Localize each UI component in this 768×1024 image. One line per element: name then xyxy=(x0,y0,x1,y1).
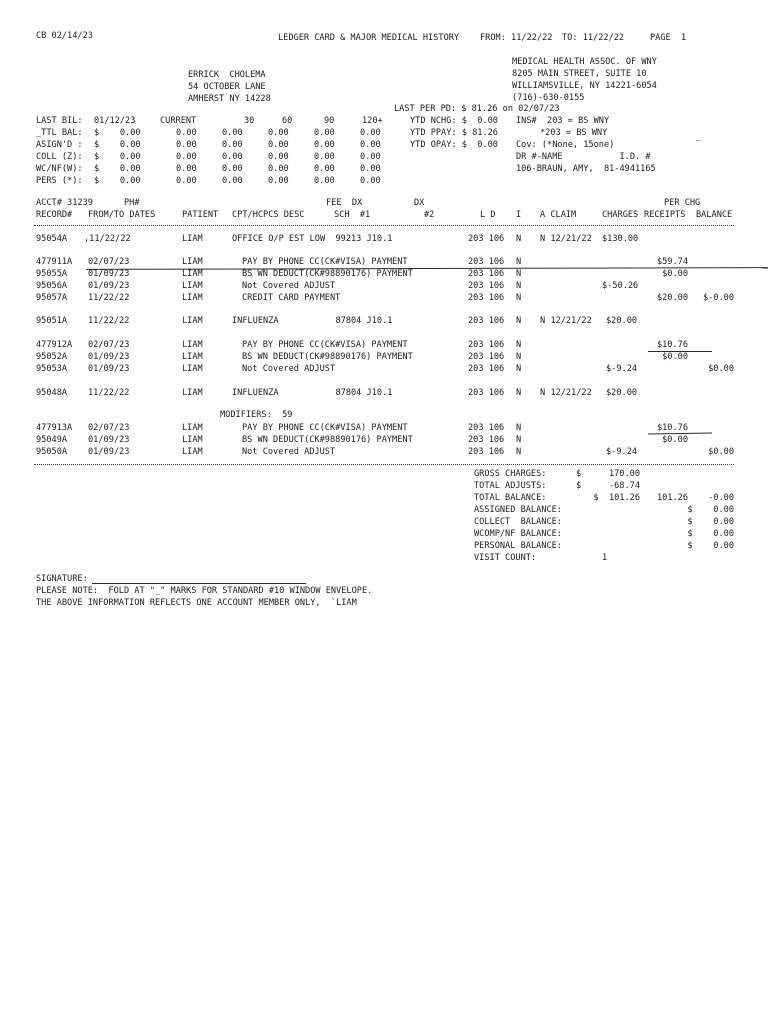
patient-cell: LIAM xyxy=(182,364,203,374)
description-cell: BS WN DEDUCT(CK#98890176) PAYMENT xyxy=(242,269,413,279)
col-cpt: CPT/HCPCS DESC xyxy=(232,210,305,220)
i-cell: N xyxy=(516,423,522,433)
aging-label: LAST BIL: xyxy=(36,116,83,126)
patient-cell: LIAM xyxy=(182,388,203,398)
total-label: TOTAL ADJUSTS: xyxy=(474,481,547,491)
service-date: 02/07/23 xyxy=(88,423,130,433)
cb-date: CB 02/14/23 xyxy=(36,31,93,41)
service-date: 11/22/22 xyxy=(88,388,130,398)
patient-cell: LIAM xyxy=(182,447,203,457)
receipts-cell: $10.76 xyxy=(656,340,688,350)
record-number: 477911A xyxy=(36,257,73,267)
claim-cell: N 12/21/22 xyxy=(540,388,592,398)
col-balance: BALANCE xyxy=(696,210,733,220)
record-number: 95052A xyxy=(36,352,68,362)
total-currency: $ xyxy=(576,481,582,491)
col-record: RECORD# xyxy=(36,210,73,220)
ins-primary: INS# 203 = BS WNY xyxy=(516,116,610,126)
aging-value: 0.00 xyxy=(222,164,243,174)
aging-value: 0.00 xyxy=(360,176,381,186)
col-dx2: #2 xyxy=(424,210,435,220)
i-cell: N xyxy=(516,352,522,362)
record-number: 95057A xyxy=(36,293,68,303)
fold-mark: _ xyxy=(696,132,702,142)
aging-value: 0.00 xyxy=(176,128,197,138)
record-number: 95055A xyxy=(36,269,68,279)
aging-value: 0.00 xyxy=(222,176,243,186)
page-number: PAGE 1 xyxy=(650,33,687,43)
col-aclaim: A CLAIM xyxy=(540,210,577,220)
per-chg-header: PER CHG xyxy=(664,198,701,208)
patient-cell: LIAM xyxy=(182,293,203,303)
aging-col-120: 120+ xyxy=(362,116,383,126)
service-date: 01/09/23 xyxy=(88,352,130,362)
to-date: TO: 11/22/22 xyxy=(562,33,625,43)
description-cell: PAY BY PHONE CC(CK#VISA) PAYMENT xyxy=(242,340,408,350)
doctor-info: 106-BRAUN, AMY, 81-4941165 xyxy=(516,164,656,174)
i-cell: N xyxy=(516,316,522,326)
service-date: 01/09/23 xyxy=(88,281,130,291)
aging-lead: $ 0.00 xyxy=(94,152,141,162)
i-cell: N xyxy=(516,269,522,279)
record-number: 95049A xyxy=(36,435,68,445)
aging-value: 0.00 xyxy=(176,176,197,186)
aging-value: 0.00 xyxy=(314,128,335,138)
total-balance: -0.00 xyxy=(708,493,734,503)
aging-value: 0.00 xyxy=(360,140,381,150)
from-date: FROM: 11/22/22 xyxy=(480,33,553,43)
description-cell: Not Covered ADJUST xyxy=(242,364,336,374)
ld-cell: 203 106 xyxy=(468,269,505,279)
patient-cell: LIAM xyxy=(182,423,203,433)
record-number: 477913A xyxy=(36,423,73,433)
i-cell: N xyxy=(516,435,522,445)
aging-value: 0.00 xyxy=(222,128,243,138)
aging-value: 0.00 xyxy=(268,140,289,150)
record-number: 95054A xyxy=(36,234,68,244)
i-cell: N xyxy=(516,234,522,244)
record-number: 95050A xyxy=(36,447,68,457)
ld-cell: 203 106 xyxy=(468,340,505,350)
total-label: COLLECT BALANCE: xyxy=(474,517,562,527)
practice-city: WILLIAMSVILLE, NY 14221-6054 xyxy=(512,81,657,91)
fold-note: PLEASE NOTE: FOLD AT "_" MARKS FOR STANDARD #10 WINDOW ENVELOPE. xyxy=(36,586,373,596)
aging-lead: $ 0.00 xyxy=(94,176,141,186)
charges-cell: $20.00 xyxy=(606,388,638,398)
col-sch: SCH #1 xyxy=(334,210,371,220)
visit-count: 1 xyxy=(602,553,608,563)
i-cell: N xyxy=(516,364,522,374)
service-date: 11/22/22 xyxy=(88,293,130,303)
patient-cell: LIAM xyxy=(182,234,203,244)
ld-cell: 203 106 xyxy=(468,257,505,267)
col-patient: PATIENT xyxy=(182,210,219,220)
member-note: THE ABOVE INFORMATION REFLECTS ONE ACCOUNT MEMBER ONLY, `LIAM xyxy=(36,598,357,608)
receipts-cell: $0.00 xyxy=(662,269,688,279)
description-cell: Not Covered ADJUST xyxy=(242,281,336,291)
ld-cell: 203 106 xyxy=(468,364,505,374)
record-number: 95051A xyxy=(36,316,68,326)
i-cell: N xyxy=(516,388,522,398)
patient-cell: LIAM xyxy=(182,340,203,350)
balance-cell: $0.00 xyxy=(708,364,734,374)
aging-value: 0.00 xyxy=(268,128,289,138)
ins-secondary: *203 = BS WNY xyxy=(540,128,608,138)
total-balance: $ 0.00 xyxy=(687,541,734,551)
service-date: ,11/22/22 xyxy=(84,234,131,244)
signature-label: SIGNATURE: xyxy=(36,574,88,584)
aging-lead: $ 0.00 xyxy=(94,128,141,138)
service-date: 02/07/23 xyxy=(88,257,130,267)
ld-cell: 203 106 xyxy=(468,281,505,291)
aging-label: ASIGN'D : xyxy=(36,140,83,150)
header-separator xyxy=(34,225,734,226)
aging-col-current: CURRENT xyxy=(160,116,197,126)
receipts-cell: $0.00 xyxy=(662,352,688,362)
record-number: 95056A xyxy=(36,281,68,291)
aging-value: 0.00 xyxy=(268,152,289,162)
practice-phone: (716)-630-0155 xyxy=(512,93,585,103)
dx-header: DX xyxy=(414,198,425,208)
charges-cell: $-9.24 xyxy=(606,447,638,457)
claim-cell: N 12/21/22 xyxy=(540,316,592,326)
receipts-cell: $20.00 xyxy=(656,293,688,303)
ld-cell: 203 106 xyxy=(468,447,505,457)
charges-cell: $-9.24 xyxy=(606,364,638,374)
report-title: LEDGER CARD & MAJOR MEDICAL HISTORY xyxy=(278,33,460,43)
charges-cell: $20.00 xyxy=(606,316,638,326)
aging-value: 0.00 xyxy=(176,140,197,150)
total-currency: $ xyxy=(576,469,582,479)
aging-value: 0.00 xyxy=(314,152,335,162)
description-cell: INFLUENZA 87804 J10.1 xyxy=(232,388,393,398)
patient-cell: LIAM xyxy=(182,352,203,362)
description-cell: PAY BY PHONE CC(CK#VISA) PAYMENT xyxy=(242,423,408,433)
ld-cell: 203 106 xyxy=(468,352,505,362)
patient-cell: LIAM xyxy=(182,435,203,445)
col-receipts: RECEIPTS xyxy=(644,210,686,220)
fee-dx-header: FEE DX xyxy=(326,198,363,208)
total-label: GROSS CHARGES: xyxy=(474,469,547,479)
last-per-pd: LAST PER PD: $ 81.26 on 02/07/23 xyxy=(394,104,560,114)
record-number: 95053A xyxy=(36,364,68,374)
receipts-cell: $59.74 xyxy=(656,257,688,267)
balance-cell: $0.00 xyxy=(708,447,734,457)
total-value: $ 101.26 xyxy=(593,493,640,503)
total-balance: $ 0.00 xyxy=(687,529,734,539)
patient-cell: LIAM xyxy=(182,269,203,279)
ld-cell: 203 106 xyxy=(468,234,505,244)
total-value: -68.74 xyxy=(608,481,640,491)
coverage: Cov: (*None, 15one) xyxy=(516,140,615,150)
i-cell: N xyxy=(516,293,522,303)
aging-value: 0.00 xyxy=(314,140,335,150)
col-i: I xyxy=(516,210,522,220)
ld-cell: 203 106 xyxy=(468,316,505,326)
aging-label: _TTL BAL: xyxy=(36,128,83,138)
ytd-nchg: YTD NCHG: $ 0.00 xyxy=(410,116,498,126)
total-balance: $ 0.00 xyxy=(687,517,734,527)
aging-lead: 01/12/23 xyxy=(94,116,136,126)
total-label: ASSIGNED BALANCE: xyxy=(474,505,562,515)
service-date: 01/09/23 xyxy=(88,269,130,279)
col-ld: L D xyxy=(480,210,496,220)
aging-value: 0.00 xyxy=(222,140,243,150)
phone-label: PH# xyxy=(124,198,140,208)
aging-lead: $ 0.00 xyxy=(94,164,141,174)
aging-value: 0.00 xyxy=(314,164,335,174)
col-charges: CHARGES xyxy=(602,210,639,220)
service-date: 01/09/23 xyxy=(88,364,130,374)
totals-separator xyxy=(34,464,734,465)
aging-col-60: 60 xyxy=(282,116,293,126)
aging-label: PERS (*): xyxy=(36,176,83,186)
service-date: 11/22/22 xyxy=(88,316,130,326)
aging-label: WC/NF(W): xyxy=(36,164,83,174)
i-cell: N xyxy=(516,257,522,267)
ytd-opay: YTD OPAY: $ 0.00 xyxy=(410,140,498,150)
total-label: VISIT COUNT: xyxy=(474,553,537,563)
charges-cell: $-50.26 xyxy=(602,281,639,291)
signature-line xyxy=(92,583,306,584)
aging-value: 0.00 xyxy=(222,152,243,162)
aging-value: 0.00 xyxy=(268,164,289,174)
service-date: 01/09/23 xyxy=(88,447,130,457)
ld-cell: 203 106 xyxy=(468,293,505,303)
aging-value: 0.00 xyxy=(360,128,381,138)
aging-value: 0.00 xyxy=(360,164,381,174)
i-cell: N xyxy=(516,340,522,350)
service-date: 02/07/23 xyxy=(88,340,130,350)
balance-cell: $-0.00 xyxy=(702,293,734,303)
aging-col-90: 90 xyxy=(324,116,335,126)
total-label: WCOMP/NF BALANCE: xyxy=(474,529,562,539)
aging-lead: $ 0.00 xyxy=(94,140,141,150)
aging-value: 0.00 xyxy=(176,152,197,162)
description-cell: OFFICE O/P EST LOW 99213 J10.1 xyxy=(232,234,393,244)
patient-cell: LIAM xyxy=(182,257,203,267)
practice-street: 8205 MAIN STREET, SUITE 10 xyxy=(512,69,647,79)
aging-value: 0.00 xyxy=(176,164,197,174)
description-cell: Not Covered ADJUST xyxy=(242,447,336,457)
patient-city: AMHERST NY 14228 xyxy=(188,94,271,104)
ld-cell: 203 106 xyxy=(468,388,505,398)
receipts-cell: $10.76 xyxy=(656,423,688,433)
total-label: TOTAL BALANCE: xyxy=(474,493,547,503)
aging-col-30: 30 xyxy=(244,116,255,126)
description-cell: BS WN DEDUCT(CK#98890176) PAYMENT xyxy=(242,352,413,362)
description-cell: BS WN DEDUCT(CK#98890176) PAYMENT xyxy=(242,435,413,445)
aging-value: 0.00 xyxy=(268,176,289,186)
aging-label: COLL (Z): xyxy=(36,152,83,162)
ytd-ppay: YTD PPAY: $ 81.26 xyxy=(410,128,498,138)
ld-cell: 203 106 xyxy=(468,435,505,445)
i-cell: N xyxy=(516,447,522,457)
patient-name: ERRICK CHOLEMA xyxy=(188,70,266,80)
total-value: 170.00 xyxy=(608,469,640,479)
receipts-cell: $0.00 xyxy=(662,435,688,445)
record-number: 477912A xyxy=(36,340,73,350)
aging-value: 0.00 xyxy=(360,152,381,162)
account-number: ACCT# 31239 xyxy=(36,198,93,208)
description-cell: PAY BY PHONE CC(CK#VISA) PAYMENT xyxy=(242,257,408,267)
total-receipts: 101.26 xyxy=(656,493,688,503)
description-cell: CREDIT CARD PAYMENT xyxy=(242,293,341,303)
i-cell: N xyxy=(516,281,522,291)
description-cell: INFLUENZA 87804 J10.1 xyxy=(232,316,393,326)
record-number: 95048A xyxy=(36,388,68,398)
patient-cell: LIAM xyxy=(182,316,203,326)
ld-cell: 203 106 xyxy=(468,423,505,433)
doctor-header: DR #-NAME I.D. # xyxy=(516,152,651,162)
total-balance: $ 0.00 xyxy=(687,505,734,515)
practice-name: MEDICAL HEALTH ASSOC. OF WNY xyxy=(512,57,657,67)
patient-street: 54 OCTOBER LANE xyxy=(188,82,266,92)
modifiers-note: MODIFIERS: 59 xyxy=(220,410,293,420)
total-label: PERSONAL BALANCE: xyxy=(474,541,562,551)
patient-cell: LIAM xyxy=(182,281,203,291)
service-date: 01/09/23 xyxy=(88,435,130,445)
col-dates: FROM/TO DATES xyxy=(88,210,156,220)
charges-cell: $130.00 xyxy=(602,234,639,244)
aging-value: 0.00 xyxy=(314,176,335,186)
claim-cell: N 12/21/22 xyxy=(540,234,592,244)
